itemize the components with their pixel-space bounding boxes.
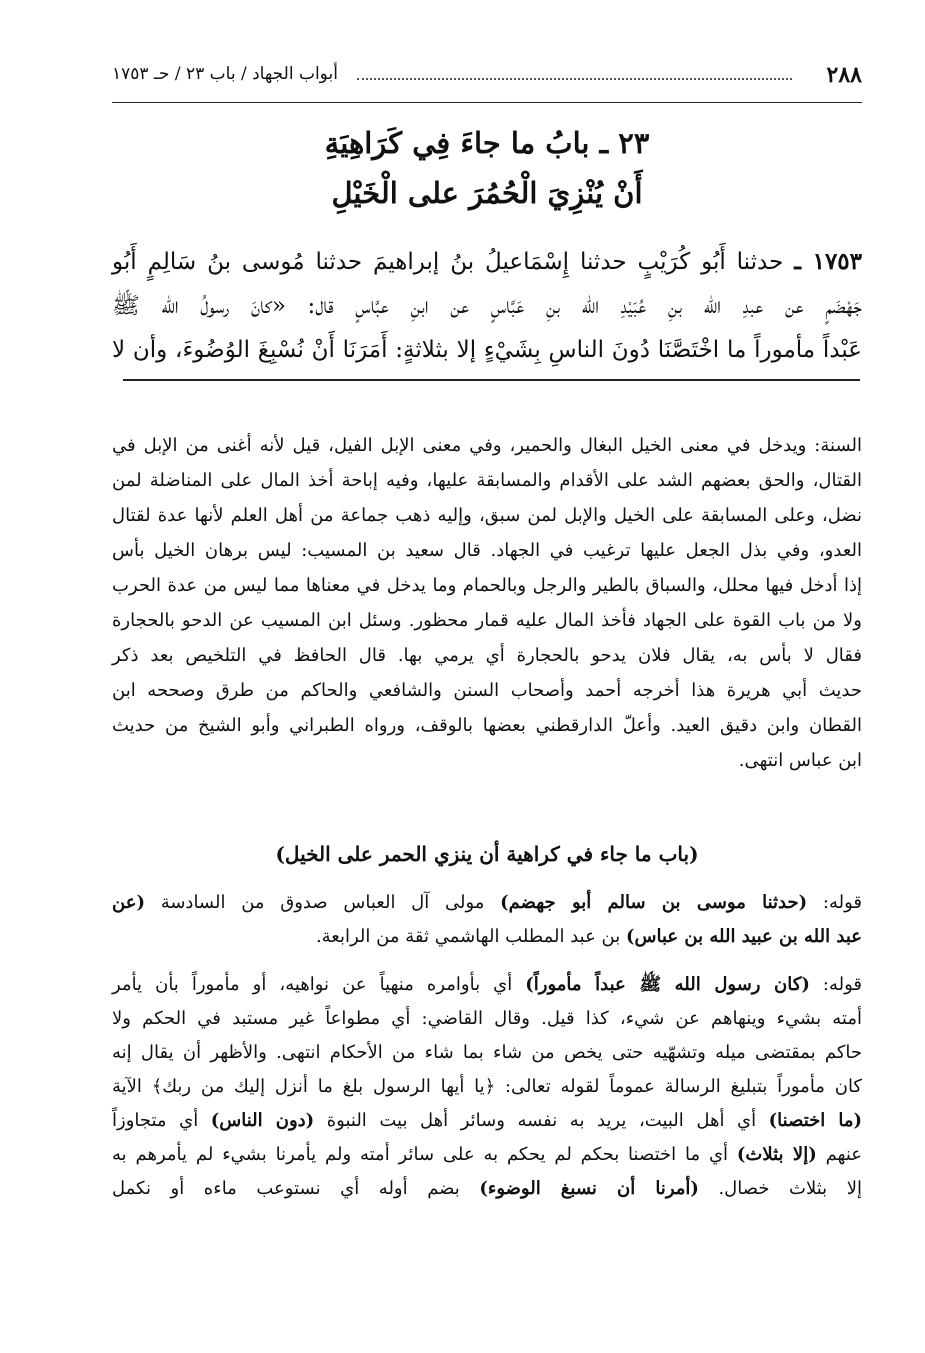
sharh-text (112, 886, 862, 1206)
header-dotted-leader (357, 78, 792, 80)
paragraph-gap (112, 954, 862, 968)
hadith-line: ١٧٥٣ ـ حدثنا أَبُو كُرَيْبٍ حدثنا إِسْمَاعيلُ بنُ إبراهيمَ حدثنا مُوسى بنُ سَالِمٍ أَبُو (112, 248, 863, 275)
commentary-line: ابن عباس انتهى. (738, 750, 862, 771)
running-head: أبواب الجهاد / باب ٢٣ / حـ ١٧٥٣ (112, 64, 338, 84)
chapter-title (112, 118, 862, 218)
chapter-title-line-2: أَنْ يُنْزِيَ الْحُمُرَ على الْخَيْلِ (331, 176, 643, 210)
commentary-line: ولا من باب القوة على الجهاد فأخذ المال عليه قمار محظور. وسئل ابن المسيب عن الدحو بالحجارة (112, 610, 862, 631)
sharh-line: إلا بثلاث خصال. (أمرنا أن نسبغ الوضوء) بضم أوله أي نستوعب ماءه أو نكمل (112, 1178, 862, 1199)
commentary-line: السنة: ويدخل في معنى الخيل البغال والحمير، وفي معنى الإبل الفيل، قيل لأنه أغنى من الإبل في (112, 435, 862, 456)
sharh-line: عنهم (إلا بثلاث) أي ما اختصنا بحكم لم يحكم به على سائر أمته ولم يأمرنا بشيء لم يأمرهم به (112, 1144, 863, 1165)
hadith-line: عَبْداً مأموراً ما اخْتَصَّنَا دُونَ الناسِ بِشَيْءٍ إلا بثلاثةٍ: أَمَرَنَا أَنْ نُسْبِغَ الوُضُوءَ، وأن لا (112, 337, 862, 363)
sharh-line: أمته بشيء وينهاهم عن شيء، كذا قيل. وقال القاضي: أي مطواعاً غير مستبد في الحكم ولا (112, 1008, 862, 1029)
chapter-title-line-1: ٢٣ ـ بابُ ما جاءَ فِي كَرَاهِيَةِ (324, 126, 650, 160)
hadith-number: ١٧٥٣ ـ (794, 248, 863, 275)
hadith-line: جَهْضَمٍ عن عبدِ الله بنِ عُبَيْدِ الله بنِ عَبَّاسٍ عن ابنِ عبَّاسٍ قال: «كانَ رسولُ الله ﷺ (112, 293, 862, 319)
page-header (112, 62, 862, 103)
sharh-line: حاكم بمقتضى ميله وتشهّيه حتى يخص من شاء بما شاء من الأحكام انتهى. والأظهر أن يقال إنه (112, 1042, 862, 1063)
sharh-line: قوله: (كان رسول الله ﷺ عبداً مأموراً) أي بأوامره منهياً عن نواهيه، أو مأموراً بأن يأمر (112, 974, 862, 995)
footnote-divider (123, 379, 860, 381)
hadith-text (112, 240, 862, 372)
page-number: ٢٨٨ (826, 62, 862, 88)
section-title: (باب ما جاء في كراهية أن ينزي الحمر على الخيل) (275, 842, 699, 866)
commentary-line: حديث أبي هريرة هذا أخرجه أحمد وأصحاب السنن والشافعي والحاكم من طرق وصححه ابن (112, 680, 862, 701)
commentary-line: العدو، وفي بذل الجعل عليها ترغيب في الجهاد. قال سعيد بن المسيب: ليس برهان الخيل بأس (112, 540, 862, 561)
sharh-line: قوله: (حدثنا موسى بن سالم أبو جهضم) مولى آل العباس صدوق من السادسة (عن (112, 892, 862, 913)
commentary-line: إذا أدخل فيها محلل، والسباق بالطير والرجل وبالحمام وما يدخل في معناها مما ليس من عدة الحرب (112, 575, 862, 596)
sharh-line: كان مأموراً بتبليغ الرسالة عموماً لقوله تعالى: ﴿يا أيها الرسول بلغ ما أنزل إليك من ربك﴾ الآية (112, 1076, 862, 1097)
commentary-line: القتال، والحق بعضهم الشد على الأقدام والمسابقة عليها، وفيه إباحة أخذ المال على المناضلة لمن (112, 470, 862, 491)
commentary-line: نضل، وعلى المسابقة على الخيل والإبل لمن سبق، وإليه ذهب جماعة من أهل العلم لأنها عدة لقتال (112, 505, 862, 526)
commentary-line: فقال لا بأس به، يقال فلان يدحو بالحجارة أي يرمي بها. قال الحافظ في التلخيص بعد ذكر (112, 645, 862, 666)
commentary-line: القطان وابن دقيق العيد. وأعلّ الدارقطني بعضها بالوقف، ورواه الطبراني وأبو الشيخ من حديث (112, 715, 862, 736)
sharh-line: (ما اختصنا) أي أهل البيت، يريد به نفسه وسائر أهل بيت النبوة (دون الناس) أي متجاوزاً (112, 1110, 862, 1131)
sharh-line: عبد الله بن عبيد الله بن عباس) بن عبد المطلب الهاشمي ثقة من الرابعة. (315, 926, 862, 947)
commentary-text (112, 428, 862, 778)
